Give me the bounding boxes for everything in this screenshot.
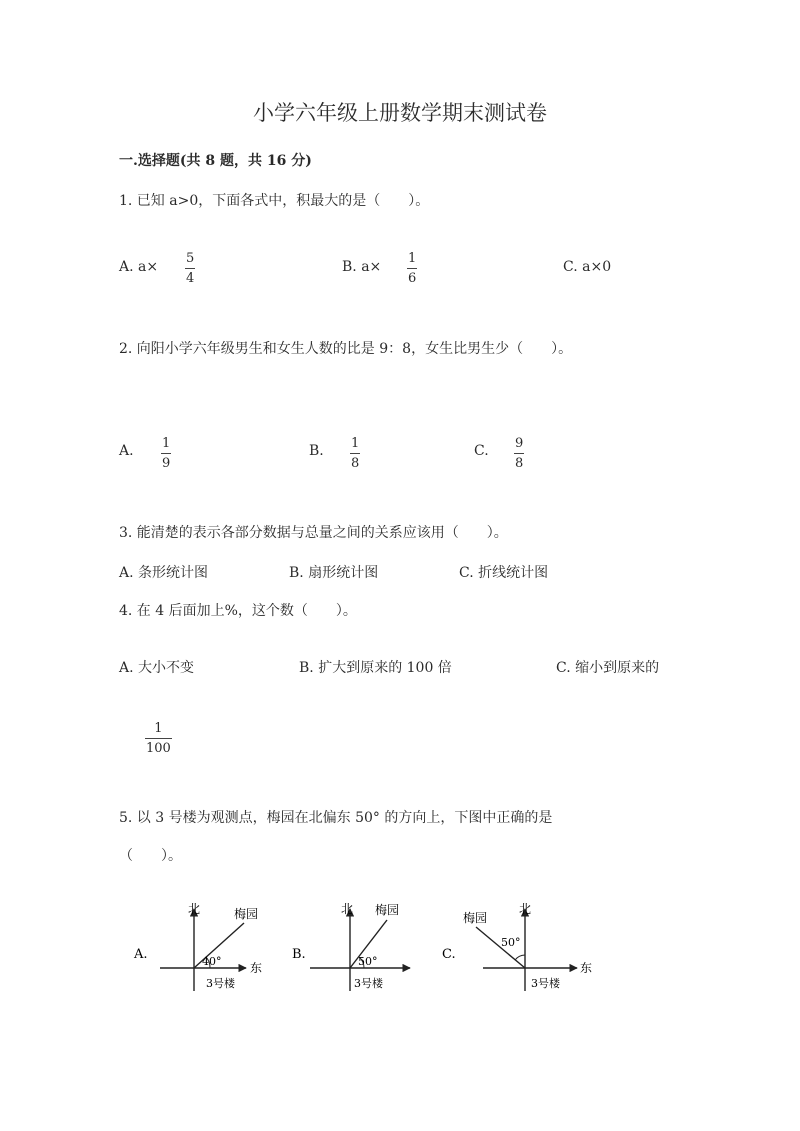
q2-option-c-label: C. xyxy=(474,443,489,459)
question-4-stem: 4. 在 4 后面加上%，这个数（ ）。 xyxy=(119,603,357,619)
garden-label: 梅园 xyxy=(463,911,488,925)
question-1-stem: 1. 已知 a>0，下面各式中，积最大的是（ ）。 xyxy=(119,193,430,209)
fraction-numerator: 1 xyxy=(351,436,360,451)
question-2-stem: 2. 向阳小学六年级男生和女生人数的比是 9：8，女生比男生少（ ）。 xyxy=(119,341,573,357)
north-label: 北 xyxy=(341,902,354,916)
q2-option-a-label: A. xyxy=(119,443,134,459)
fraction-numerator: 1 xyxy=(408,251,417,266)
q2-option-b-fraction xyxy=(350,437,360,470)
fraction-denominator: 9 xyxy=(162,456,171,471)
building-label: 3号楼 xyxy=(531,977,560,990)
angle-label: 40° xyxy=(202,955,222,968)
q2-option-c-fraction xyxy=(514,437,524,470)
q3-option-b: B. 扇形统计图 xyxy=(289,565,379,581)
q4-option-b: B. 扩大到原来的 100 倍 xyxy=(299,660,452,676)
question-5-stem-continued: （ ）。 xyxy=(119,848,182,864)
q1-option-c: C. a×0 xyxy=(563,259,612,275)
q1-option-b-label: B. a× xyxy=(342,259,382,275)
fraction-denominator: 8 xyxy=(515,456,524,471)
diagram-c xyxy=(435,895,600,995)
building-label: 3号楼 xyxy=(206,977,235,990)
fraction-bar xyxy=(185,268,195,269)
diagram-a-option-label: A. xyxy=(134,947,148,962)
north-label: 北 xyxy=(519,902,532,916)
q4-option-c: C. 缩小到原来的 xyxy=(556,660,660,676)
fraction-numerator: 1 xyxy=(162,436,171,451)
fraction-numerator: 5 xyxy=(186,251,195,266)
q3-option-a: A. 条形统计图 xyxy=(119,565,209,581)
question-5-stem: 5. 以 3 号楼为观测点，梅园在北偏东 50° 的方向上，下图中正确的是 xyxy=(119,810,553,826)
fraction-bar xyxy=(161,453,171,454)
q1-option-a-label: A. a× xyxy=(119,259,159,275)
fraction-bar xyxy=(145,738,172,739)
fraction-denominator: 4 xyxy=(186,271,195,286)
q4-option-a: A. 大小不变 xyxy=(119,660,195,676)
q2-option-a-fraction xyxy=(161,437,171,470)
fraction-numerator: 1 xyxy=(154,721,163,736)
diagram-b xyxy=(280,895,430,995)
diagram-c-option-label: C. xyxy=(442,947,456,962)
fraction-denominator: 100 xyxy=(146,741,171,756)
q3-option-c: C. 折线统计图 xyxy=(459,565,549,581)
fraction-numerator: 9 xyxy=(515,436,524,451)
q1-option-b-fraction xyxy=(407,252,417,285)
fraction-bar xyxy=(514,453,524,454)
fraction-denominator: 6 xyxy=(408,271,417,286)
garden-label: 梅园 xyxy=(375,903,400,917)
garden-label: 梅园 xyxy=(234,907,259,921)
q2-option-b-label: B. xyxy=(309,443,324,459)
diagram-b-option-label: B. xyxy=(292,947,306,962)
diagram-a xyxy=(120,895,270,995)
east-label: 东 xyxy=(580,961,593,975)
fraction-bar xyxy=(350,453,360,454)
north-label: 北 xyxy=(188,902,201,916)
section-heading: 一.选择题(共 8 题，共 16 分) xyxy=(119,153,312,169)
angle-arc xyxy=(515,955,525,960)
q4-option-c-fraction xyxy=(145,722,172,755)
east-label: 东 xyxy=(250,961,263,975)
angle-label: 50° xyxy=(501,936,521,949)
fraction-denominator: 8 xyxy=(351,456,360,471)
q1-option-a-fraction xyxy=(185,252,195,285)
fraction-bar xyxy=(407,268,417,269)
building-label: 3号楼 xyxy=(354,977,383,990)
page-title: 小学六年级上册数学期末测试卷 xyxy=(253,101,547,125)
angle-label: 50° xyxy=(358,955,378,968)
question-3-stem: 3. 能清楚的表示各部分数据与总量之间的关系应该用（ ）。 xyxy=(119,525,508,541)
